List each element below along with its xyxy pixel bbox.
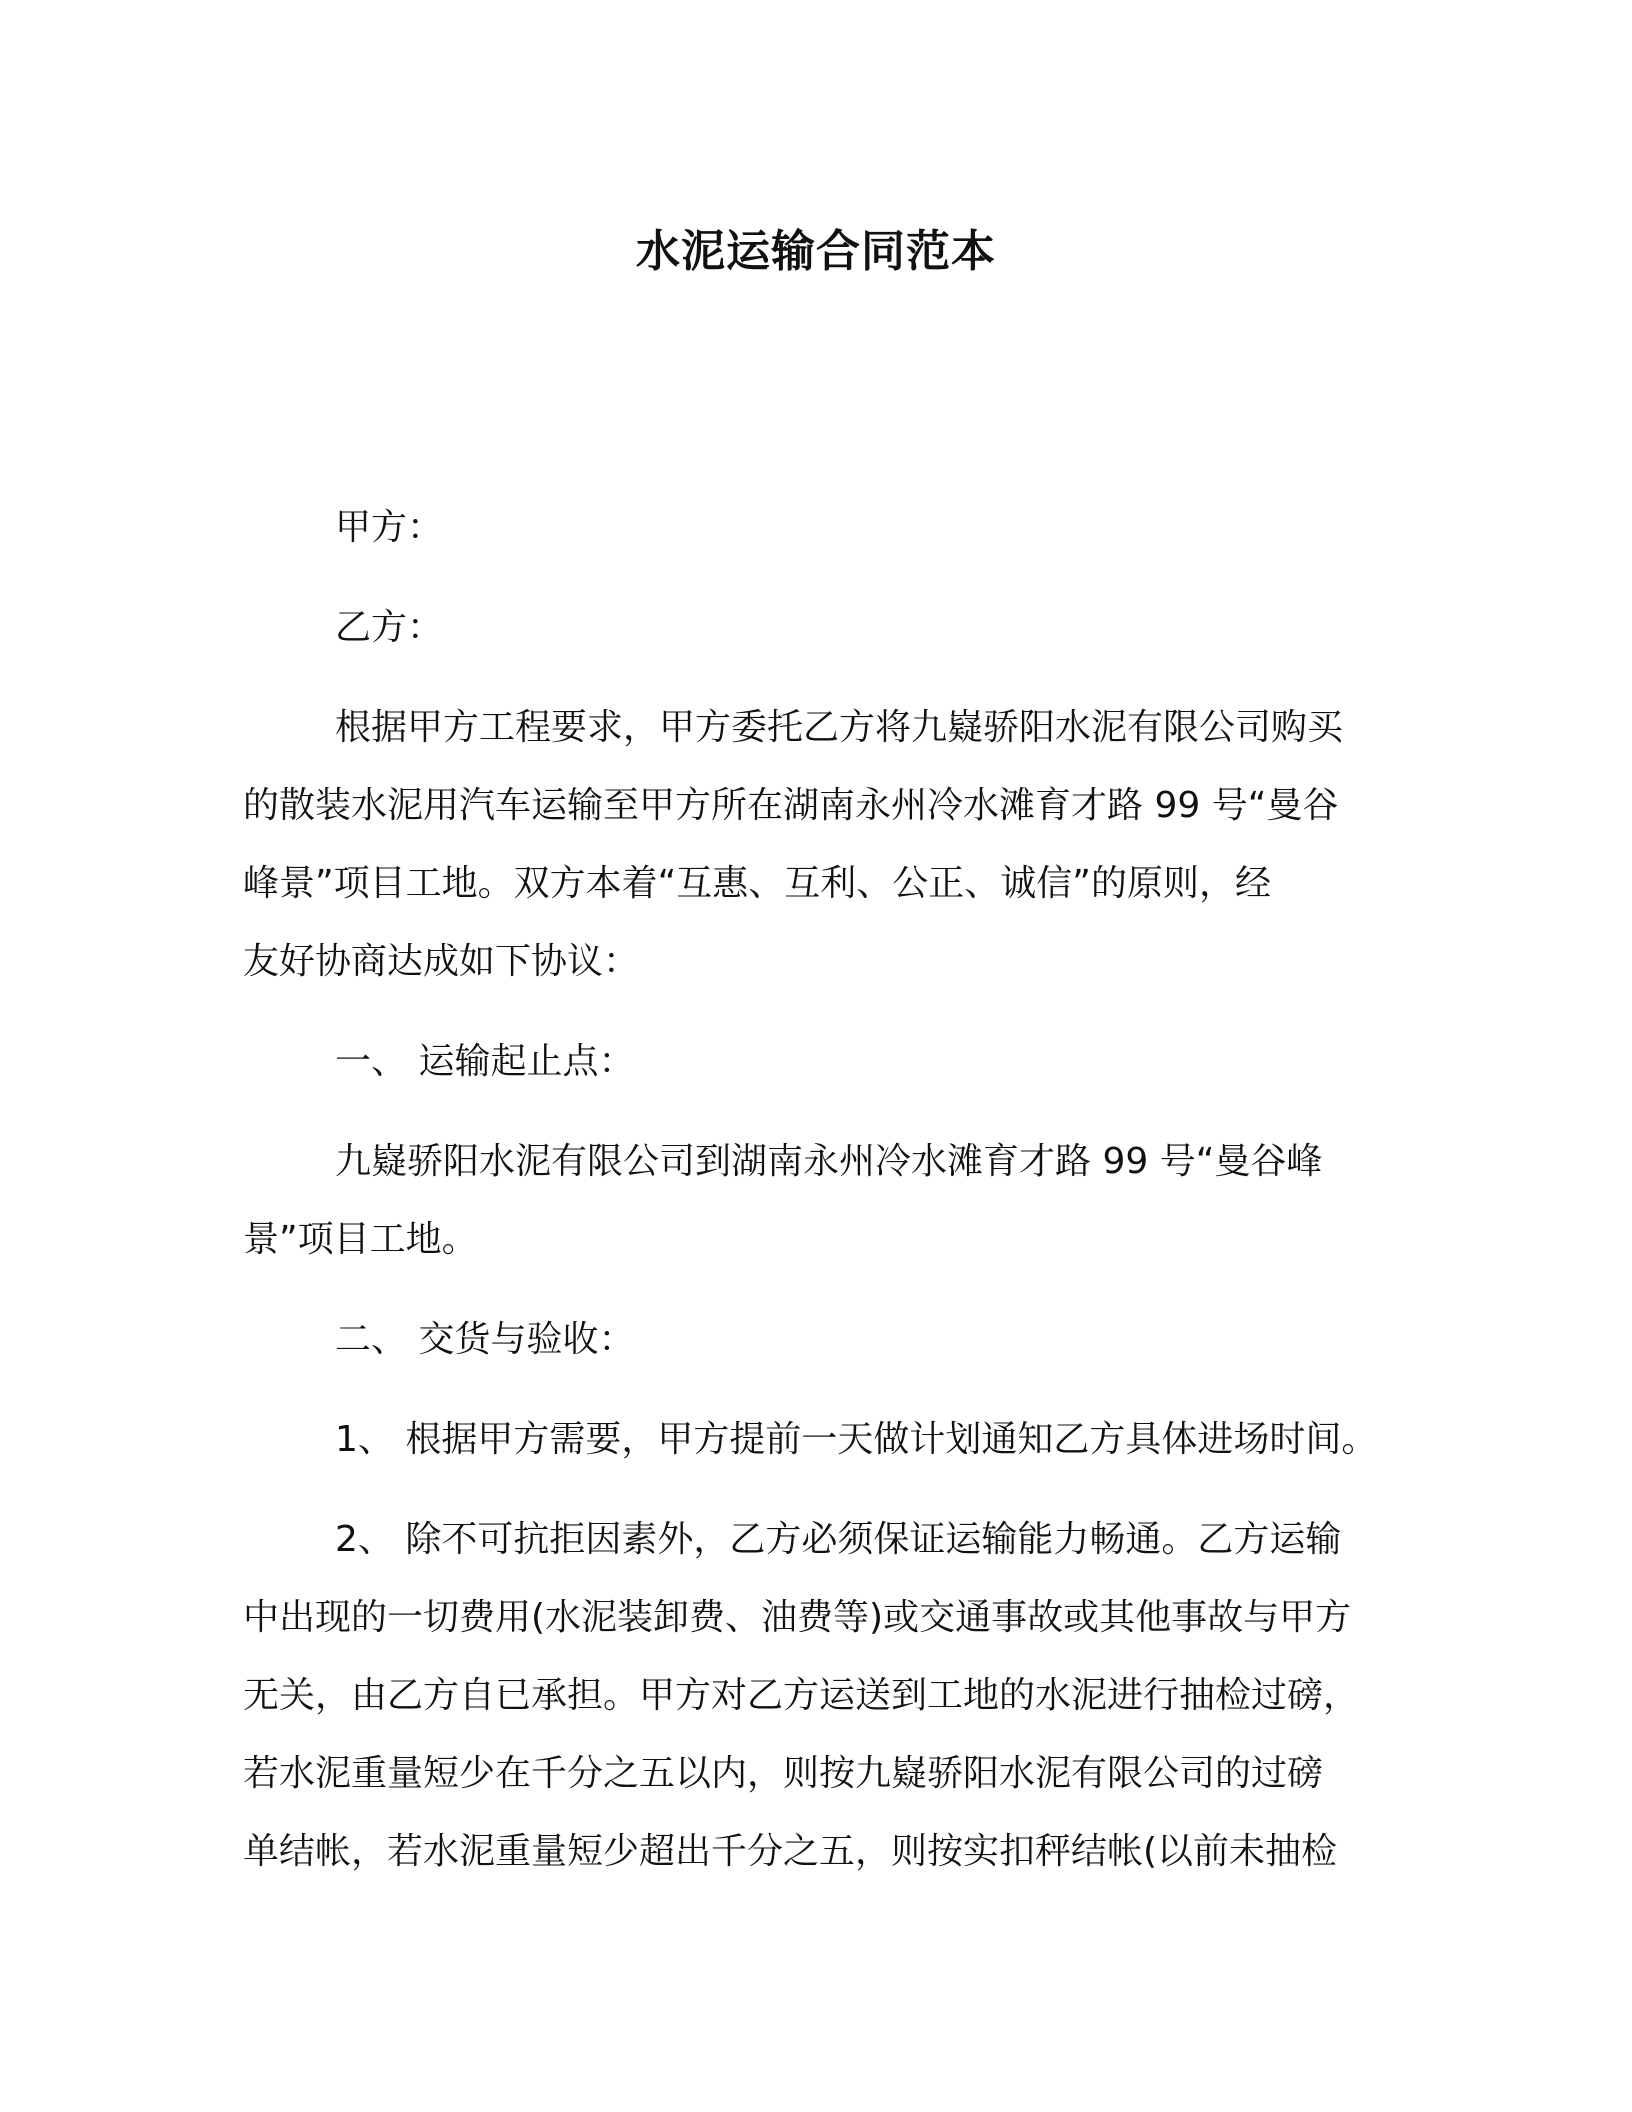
item-2-line: 若水泥重量短少在千分之五以内，则按九嶷骄阳水泥有限公司的过磅 [243,1753,1324,1794]
item-1: 1、 根据甲方需要，甲方提前一天做计划通知乙方具体进场时间。 [335,1419,1378,1460]
section-1-heading: 一、 运输起止点： [335,1041,635,1082]
party-b-label: 乙方： [335,607,444,648]
intro-line: 根据甲方工程要求，甲方委托乙方将九嶷骄阳水泥有限公司购买 [335,707,1344,748]
section-1-line: 九嶷骄阳水泥有限公司到湖南永州冷水滩育才路 99 号“曼谷峰 [335,1141,1323,1182]
document-title: 水泥运输合同范本 [636,226,996,277]
item-2-line: 单结帐，若水泥重量短少超出千分之五，则按实扣秤结帐(以前未抽检 [243,1831,1338,1872]
item-2-line: 无关，由乙方自已承担。甲方对乙方运送到工地的水泥进行抽检过磅， [243,1675,1360,1716]
item-2-line: 中出现的一切费用(水泥装卸费、油费等)或交通事故或其他事故与甲方 [243,1597,1352,1638]
party-a-label: 甲方： [335,507,444,548]
item-2-line: 2、 除不可抗拒因素外，乙方必须保证运输能力畅通。乙方运输 [335,1519,1342,1560]
section-2-heading: 二、 交货与验收： [335,1319,635,1360]
intro-line: 友好协商达成如下协议： [243,941,640,982]
intro-line: 峰景”项目工地。双方本着“互惠、互利、公正、诚信”的原则，经 [243,863,1271,904]
intro-line: 的散装水泥用汽车运输至甲方所在湖南永州冷水滩育才路 99 号“曼谷 [243,785,1339,826]
section-1-line: 景”项目工地。 [243,1219,478,1260]
